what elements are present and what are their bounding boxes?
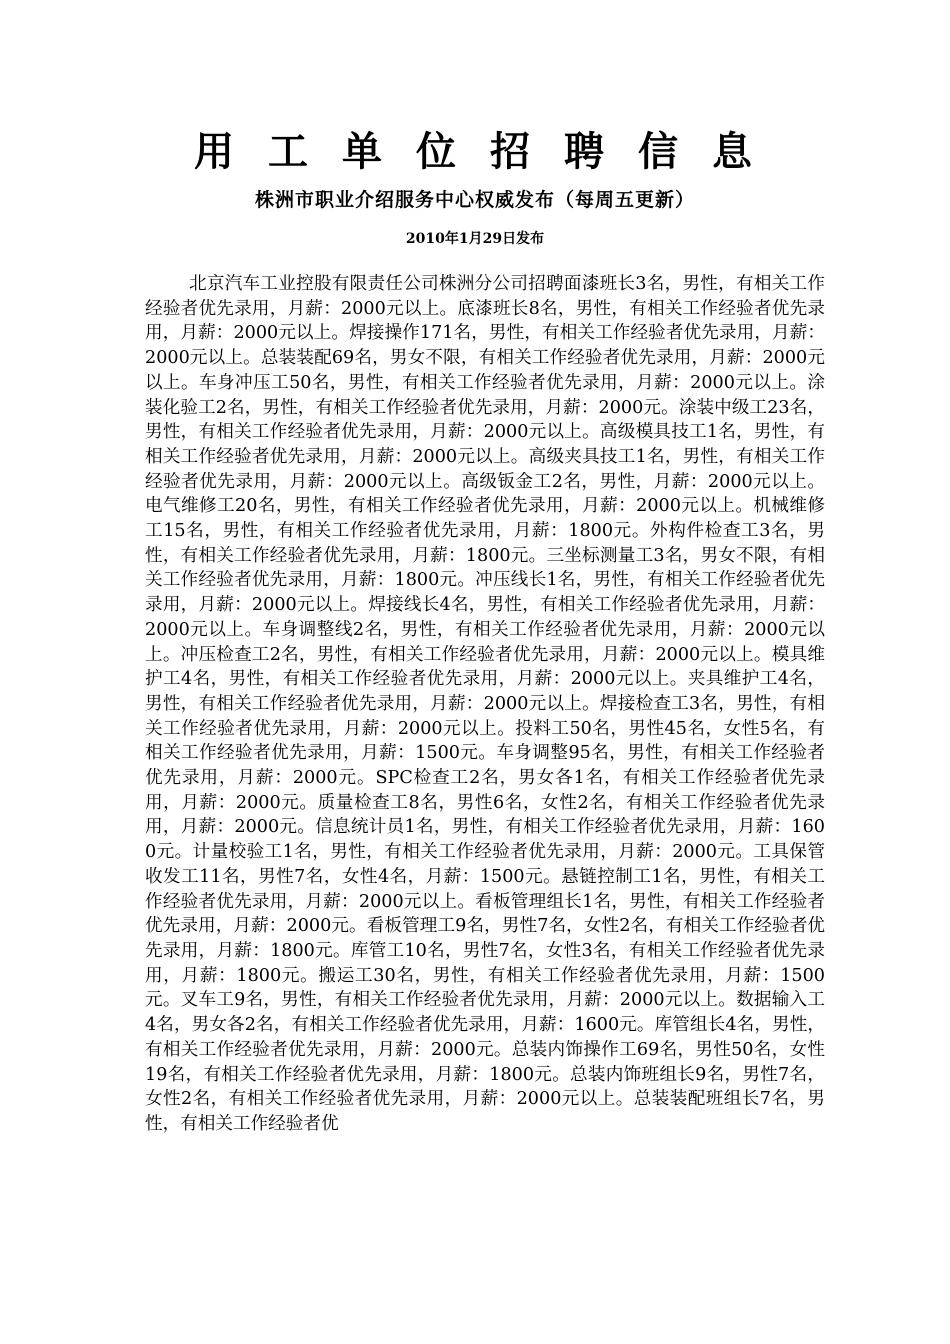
body-paragraph: 北京汽车工业控股有限责任公司株洲分公司招聘面漆班长3名，男性，有相关工作经验者优先录用，月薪：2000元以上。底漆班长8名，男性，有相关工作经验者优先录用，月薪：2000元以上。焊接操作171名，男性，有相关工作经验者优先录用，月薪：2000元以上。总装装配69名，男女不限，有相关工作经验者优先录用，月薪：2000元以上。车身冲压工50名，男性，有相关工作经验者优先录用，月薪：2000元以上。涂装化验工2名，男性，有相关工作经验者优先录用，月薪：2000元。涂装中级工23名，男性，有相关工作经验者优先录用，月薪：2000元以上。高级模具技工1名，男性，有相关工作经验者优先录用，月薪：2000元以上。高级夹具技工1名，男性，有相关工作经验者优先录用，月薪：2000元以上。高级钣金工2名，男性，月薪：2000元以上。电气维修工20名，男性，有相关工作经验者优先录用，月薪：2000元以上。机械维修工15名，男性，有相关工作经验者优先录用，月薪：1800元。外构件检查工3名，男性，有相关工作经验者优先录用，月薪：1800元。三坐标测量工3名，男女不限，有相关工作经验者优先录用，月薪：1800元。冲压线长1名，男性，有相关工作经验者优先录用，月薪：2000元以上。焊接线长4名，男性，有相关工作经验者优先录用，月薪：2000元以上。车身调整线2名，男性，有相关工作经验者优先录用，月薪：2000元以上。冲压检查工2名，男性，有相关工作经验者优先录用，月薪：2000元以上。模具维护工4名，男性，有相关工作经验者优先录用，月薪：2000元以上。夹具维护工4名，男性，有相关工作经验者优先录用，月薪：2000元以上。焊接检查工3名，男性，有相关工作经验者优先录用，月薪：2000元以上。投料工50名，男性45名，女性5名，有相关工作经验者优先录用，月薪：1500元。车身调整95名，男性，有相关工作经验者优先录用，月薪：2000元。SPC检查工2名，男女各1名，有相关工作经验者优先录用，月薪：2000元。质量检查工8名，男性6名，女性2名，有相关工作经验者优先录用，月薪：2000元。信息统计员1名，男性，有相关工作经验者优先录用，月薪：1600元。计量校验工1名，男性，有相关工作经验者优先录用，月薪：2000元。工具保管收发工11名，男性7名，女性4名，月薪：1500元。悬链控制工1名，男性，有相关工作经验者优先录用，月薪：2000元以上。看板管理组长1名，男性，有相关工作经验者优先录用，月薪：2000元。看板管理工9名，男性7名，女性2名，有相关工作经验者优先录用，月薪：1800元。库管工10名，男性7名，女性3名，有相关工作经验者优先录用，月薪：1800元。搬运工30名，男性，有相关工作经验者优先录用，月薪：1500元。叉车工9名，男性，有相关工作经验者优先录用，月薪：2000元以上。数据输入工4名，男女各2名，有相关工作经验者优先录用，月薪：1600元。库管组长4名，男性，有相关工作经验者优先录用，月薪：2000元。总装内饰操作工69名，男性50名，女性19名，有相关工作经验者优先录用，月薪：1800元。总装内饰班组长9名，男性7名，女性2名，有相关工作经验者优先录用，月薪：2000元以上。总装装配班组长7名，男性，有相关工作经验者优	[145, 274, 825, 1134]
page-title: 用工单位招聘信息	[194, 129, 786, 175]
page-subtitle: 株洲市职业介绍服务中心权威发布（每周五更新）	[254, 189, 695, 211]
publish-date: 2010年1月29日发布	[405, 231, 545, 247]
